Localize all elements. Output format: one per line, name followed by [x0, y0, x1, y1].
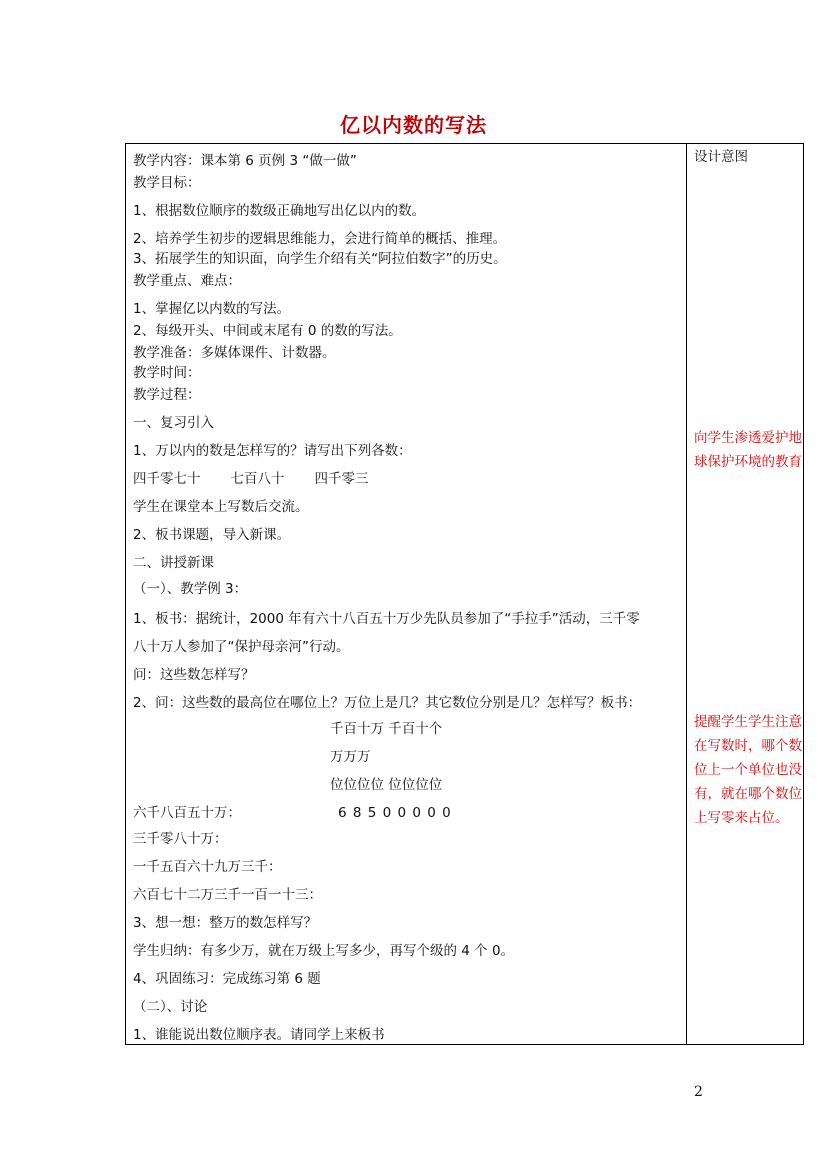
key-point-2: 2、每级开头、中间或末尾有 0 的数的写法。 — [133, 323, 402, 339]
place-value-board-row-3: 位位位位 位位位位 — [330, 777, 443, 793]
example-number-4-label: 六百七十二万三千一百一十三： — [133, 887, 322, 903]
review-numbers-row — [133, 470, 369, 488]
example-number-2-label: 三千零八十万： — [133, 831, 228, 847]
design-note-environment: 向学生渗透爱护地球保护环境的教育 — [694, 430, 802, 470]
example-number-3-label: 一千五百六十九万三千： — [133, 859, 282, 875]
place-value-question: 2、问：这些数的最高位在哪位上？万位上是几？其它数位分别是几？怎样写？板书： — [133, 695, 642, 711]
goal-2: 2、培养学生初步的逻辑思维能力，会进行简单的概括、推理。 — [133, 231, 507, 247]
review-number-1: 四千零七十 — [133, 471, 201, 487]
page-number: 2 — [694, 1084, 703, 1100]
column-divider — [686, 144, 687, 1044]
design-note-zero-placeholder: 提醒学生学生注意在写数时，哪个数位上一个单位也没有，就在哪个数位上写零来占位。 — [694, 714, 802, 826]
place-value-board-row-1: 千百十万 千百十个 — [330, 721, 443, 737]
discussion-item-1: 1、谁能说出数位顺序表。请同学上来板书 — [133, 1027, 385, 1043]
section-review-heading: 一、复习引入 — [133, 415, 214, 431]
review-question: 1、万以内的数是怎样写的？请写出下列各数： — [133, 443, 412, 459]
example-number-1-label: 六千八百五十万： — [133, 805, 241, 821]
teaching-process-heading: 教学过程： — [133, 387, 201, 403]
lesson-plan-table — [125, 143, 804, 1045]
how-to-write-question: 问：这些数怎样写？ — [133, 667, 255, 683]
board-statistics-line: 1、板书：据统计，2000 年有六十八百五十万少先队员参加了“手拉手”活动，三千零 — [133, 611, 640, 627]
key-point-1: 1、掌握亿以内数的写法。 — [133, 301, 291, 317]
teaching-goals-heading: 教学目标： — [133, 175, 201, 191]
review-number-3: 四千零三 — [314, 471, 369, 487]
goal-1: 1、根据数位顺序的数级正确地写出亿以内的数。 — [133, 203, 426, 219]
board-topic-line: 2、板书课题，导入新课。 — [133, 527, 291, 543]
example-3-heading: （一）、教学例 3： — [133, 581, 248, 597]
teaching-time-line: 教学时间： — [133, 365, 201, 381]
goal-3: 3、拓展学生的知识面，向学生介绍有关“阿拉伯数字”的历史。 — [133, 251, 507, 267]
document-title: 亿以内数的写法 — [340, 113, 487, 137]
place-value-board-row-2: 万万万 — [330, 749, 371, 765]
think-question: 3、想一想：整万的数怎样写？ — [133, 915, 318, 931]
design-intent-header: 设计意图 — [694, 149, 748, 165]
example-number-1-digits: 6 8 5 0 0 0 0 0 — [338, 805, 452, 821]
section-new-lesson-heading: 二、讲授新课 — [133, 555, 214, 571]
key-points-heading: 教学重点、难点： — [133, 273, 241, 289]
review-number-2: 七百八十 — [230, 471, 285, 487]
student-exchange-line: 学生在课堂本上写数后交流。 — [133, 499, 309, 515]
student-summary-line: 学生归纳：有多少万，就在万级上写多少，再写个级的 4 个 0。 — [133, 943, 515, 959]
teaching-prep-line: 教学准备：多媒体课件、计数器。 — [133, 345, 336, 361]
practice-line: 4、巩固练习：完成练习第 6 题 — [133, 971, 321, 987]
board-statistics-continued: 八十万人参加了“保护母亲河”行动。 — [133, 639, 350, 655]
discussion-heading: （二）、讨论 — [133, 999, 208, 1015]
teaching-content-line: 教学内容：课本第 6 页例 3 “做一做” — [133, 153, 357, 169]
